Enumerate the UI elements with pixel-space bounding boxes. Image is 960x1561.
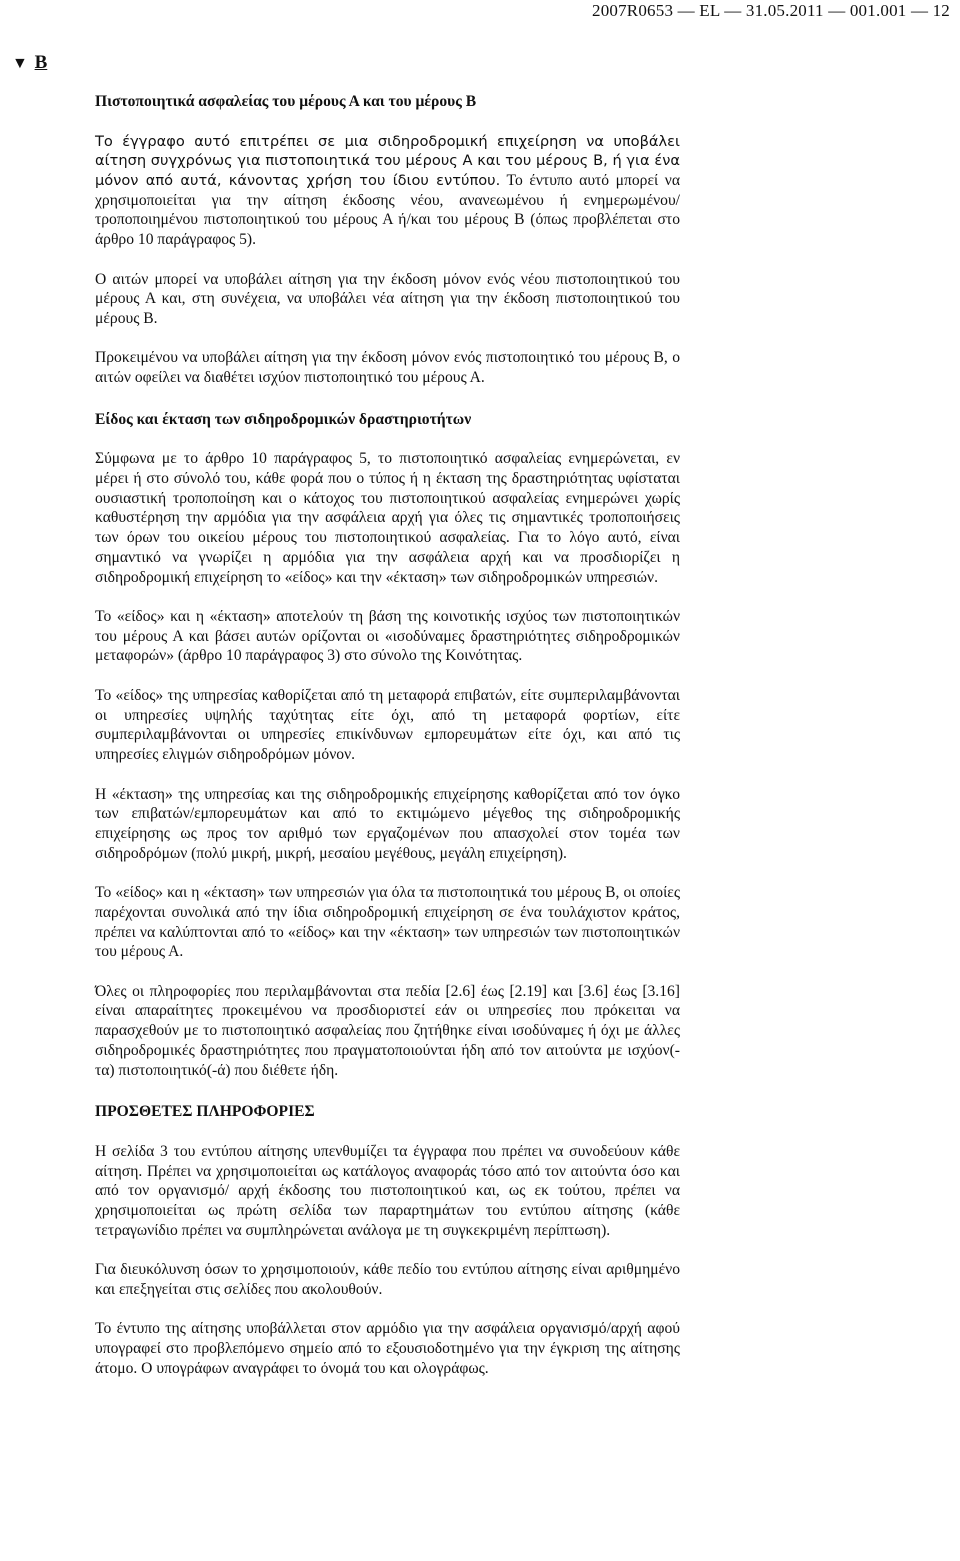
amendment-marker <box>12 52 47 74</box>
paragraph: Το έντυπο της αίτησης υποβάλλεται στον αρμόδιο για την ασφάλεια οργανισμό/αρχή αφού υπογραφεί στο προβλεπόμενο σημείο από το εξουσιοδοτημένο για την έγκριση της αίτησης άτομο. Ο υπογράφων αναγράφει το όνομά του και ολογράφως. <box>95 1320 680 1377</box>
paragraph: Προκειμένου να υποβάλει αίτηση για την έκδοση μόνον ενός πιστοποιητικό του μέρους Β, ο αιτών οφείλει να διαθέτει ισχύον πιστοποιητικό του μέρους Α. <box>95 349 680 387</box>
paragraph: Ο αιτών μπορεί να υποβάλει αίτηση για την έκδοση μόνον ενός νέου πιστοποιητικού του μέρους Α και, στη συνέχεια, να υποβάλει νέα αίτηση για την έκδοση πιστοποιητικού του μέρους Β. <box>95 270 680 327</box>
section-heading-additional-info: ΠΡΟΣΘΕΤΕΣ ΠΛΗΡΟΦΟΡΙΕΣ <box>95 1103 315 1121</box>
document-body <box>95 92 680 1378</box>
document-header: 2007R0653 — EL — 31.05.2011 — 001.001 — 12 <box>592 1 950 20</box>
paragraph <box>95 132 680 250</box>
section-heading-certificates: Πιστοποιητικά ασφαλείας του μέρους Α και του μέρους Β <box>95 93 477 110</box>
paragraph: Όλες οι πληροφορίες που περιλαμβάνονται στα πεδία [2.6] έως [2.19] και [3.6] έως [3.16] είναι απαραίτητες προκειμένου να προσδιοριστεί εάν οι υπηρεσίες που πρόκειται να παρασχεθούν με το πιστοποιητικό ασφαλείας που ζητήθηκε είναι ισοδύναμες ή όχι με άλλες σιδηροδρομικές δραστηριότητες που πραγματοποιούνται ήδη από τον αιτούντα με ισχύον(-τα) πιστοποιητικό(-ά) που διέθετε ήδη. <box>95 982 680 1079</box>
paragraph: Το «είδος» και η «έκταση» των υπηρεσιών για όλα τα πιστοποιητικά του μέρους Β, οι οποίες παρέχονται συνολικά από την ίδια σιδηροδρομική επιχείρηση σε ένα τουλάχιστον κράτος, πρέπει να καλύπτονται από το «είδος» και την «έκταση» των υπηρεσιών των πιστοποιητικών του μέρους Α. <box>95 884 680 961</box>
paragraph: Το «είδος» της υπηρεσίας καθορίζεται από τη μεταφορά επιβατών, είτε συμπεριλαμβάνονται οι υπηρεσίες υψηλής ταχύτητας είτε όχι, από τη μεταφορά φορτίων, είτε συμπεριλαμβάνονται οι υπηρεσίες επικίνδυνων εμπορευμάτων είτε όχι, και από τις υπηρεσίες ελιγμών σιδηροδρόμων μόνον. <box>95 686 680 764</box>
paragraph: Σύμφωνα με το άρθρο 10 παράγραφος 5, το πιστοποιητικό ασφαλείας ενημερώνεται, εν μέρει ή στο σύνολό του, κάθε φορά που ο τύπος ή η έκταση της δραστηριότητας υφίσταται ουσιαστική τροποποίηση και ο κάτοχος του πιστοποιητικού ασφαλείας ενημερώνει χωρίς καθυστέρηση την αρμόδια για την ασφάλεια αρχή για όλες τις σημαντικές τροποποιήσεις των όρων του οικείου μέρους του πιστοποιητικού ασφαλείας. Για το λόγο αυτό, είναι σημαντικό να γνωρίζει η αρμόδια για την ασφάλεια αρχή και να προσδιορίζει η σιδηροδρομική επιχείρηση το «είδος» και την «έκταση» των σιδηροδρομικών υπηρεσιών. <box>95 450 680 586</box>
triangle-down-icon: ▼ <box>12 55 28 72</box>
paragraph: Η «έκταση» της υπηρεσίας και της σιδηροδρομικής επιχείρησης καθορίζεται από τον όγκο των επιβατών/εμπορευμάτων και από το εκτιμώμενο μέγεθος της σιδηροδρομικής επιχείρησης ως προς τον αριθμό των εργαζομένων που απασχολεί στον τομέα των σιδηροδρόμων (πολύ μικρή, μικρή, μεσαίου μεγέθους, μεγάλη επιχείρηση). <box>95 785 680 862</box>
paragraph-part: Το έντυπο αυτό μπορεί να χρησιμοποιείται για την αίτηση έκδοσης νέου, ανανεωμένου ή ενημερωμένου/ τροποποιημένου πιστοποιητικού του μέρους Α ή/και του μέρους Β (όπως προβλέπεται στο άρθρο 10 παράγραφος 5). <box>95 171 680 249</box>
amendment-letter: B <box>34 52 48 73</box>
paragraph-part: Το έγγραφο αυτό επιτρέπει σε μια σιδηροδρομική επιχείρηση να υποβάλει αίτηση συγχρόνως για πιστοποιητικά του μέρους Α και του μέρους Β, ή για ένα μόνον από αυτά, κάνοντας χρήση του ίδιου εντύπου. <box>95 132 680 189</box>
section-heading-activities: Είδος και έκταση των σιδηροδρομικών δραστηριοτήτων <box>95 410 472 428</box>
paragraph: Το «είδος» και η «έκταση» αποτελούν τη βάση της κοινοτικής ισχύος των πιστοποιητικών του μέρους Α και βάσει αυτών ορίζονται οι «ισοδύναμες δραστηριότητες σιδηροδρομικών μεταφορών» (άρθρο 10 παράγραφος 3) στο σύνολο της Κοινότητας. <box>95 608 680 665</box>
paragraph: Η σελίδα 3 του εντύπου αίτησης υπενθυμίζει τα έγγραφα που πρέπει να συνοδεύουν κάθε αίτηση. Πρέπει να χρησιμοποιείται ως κατάλογος αναφοράς τόσο από τον αιτούντα όσο και από τον οργανισμό/ αρχή έκδοσης του πιστοποιητικού και, ως εκ τούτου, πρέπει να χρησιμοποιείται ως πρώτη σελίδα των παραρτημάτων του εντύπου αίτησης (κάθε τετραγωνίδιο πρέπει να συμπληρώνεται ανάλογα με τη συγκεκριμένη περίπτωση). <box>95 1142 680 1239</box>
paragraph: Για διευκόλυνση όσων το χρησιμοποιούν, κάθε πεδίο του εντύπου αίτησης είναι αριθμημένο και επεξηγείται στις σελίδες που ακολουθούν. <box>95 1261 680 1298</box>
